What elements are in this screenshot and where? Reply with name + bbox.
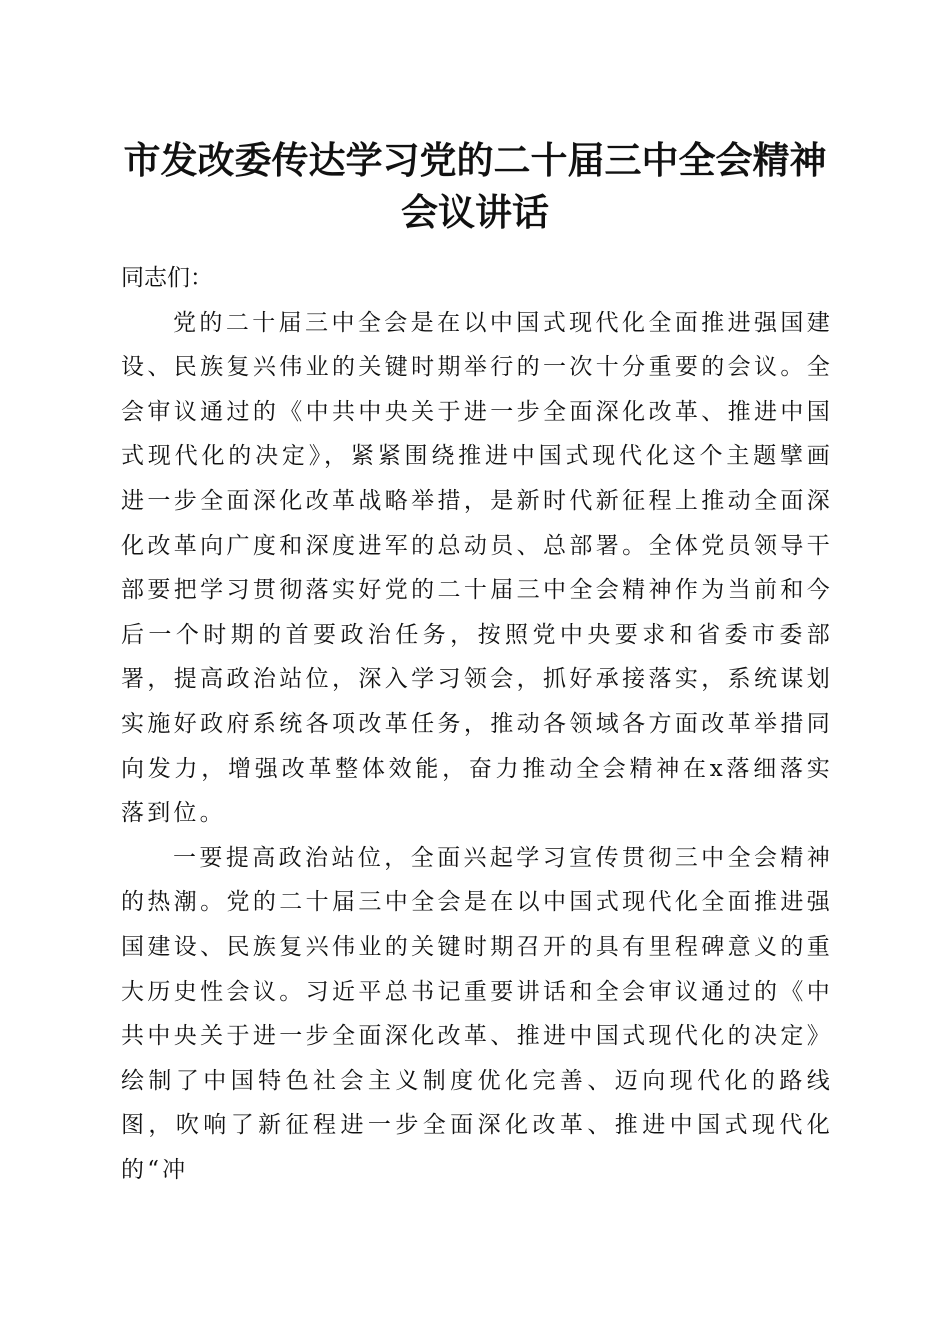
salutation: 同志们： [121,265,213,291]
document-title: 市发改委传达学习党的二十届三中全会精神会议讲话 [123,138,827,234]
document-body [121,256,833,1192]
paragraph-2: 一要提高政治站位，全面兴起学习宣传贯彻三中全会精神的热潮。党的二十届三中全会是在以中国式现代化全面推进强国建设、民族复兴伟业的关键时期召开的具有里程碑意义的重大历史性会议。习近平总书记重要讲话和全会审议通过的《中共中央关于进一步全面深化改革、推进中国式现代化的决定》绘制了中国特色社会主义制度优化完善、迈向现代化的路线图，吹响了新征程进一步全面深化改革、推进中国式现代化的“冲 [121,844,833,1183]
paragraph-1: 党的二十届三中全会是在以中国式现代化全面推进强国建设、民族复兴伟业的关键时期举行的一次十分重要的会议。全会审议通过的《中共中央关于进一步全面深化改革、推进中国式现代化的决定》，紧紧围绕推进中国式现代化这个主题擘画进一步全面深化改革战略举措，是新时代新征程上推动全面深化改革向广度和深度进军的总动员、总部署。全体党员领导干部要把学习贯彻落实好党的二十届三中全会精神作为当前和今后一个时期的首要政治任务，按照党中央要求和省委市委部署，提高政治站位，深入学习领会，抓好承接落实，系统谋划实施好政府系统各项改革任务，推动各领域各方面改革举措同向发力，增强改革整体效能，奋力推动全会精神在x落细落实落到位。 [121,309,833,827]
